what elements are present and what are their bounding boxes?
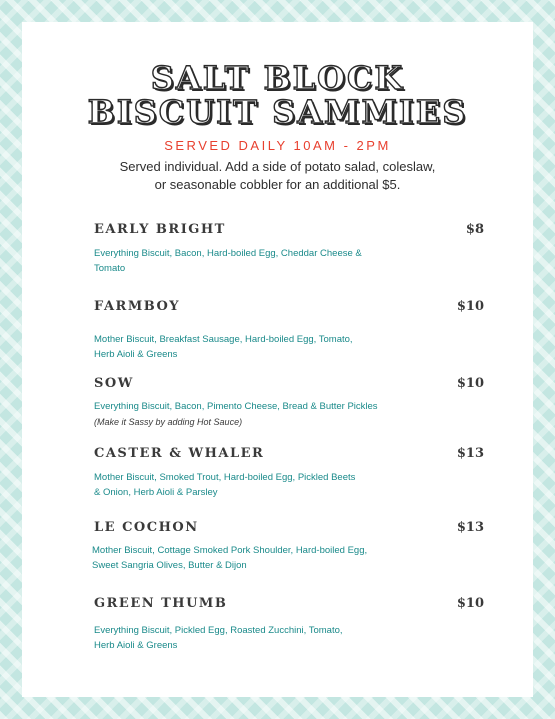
item-description-line-2: Tomato	[94, 263, 126, 274]
intro-line-2: or seasonable cobbler for an additional $5.	[154, 177, 401, 192]
item-price: $10	[456, 376, 484, 391]
item-description-line-1: Everything Biscuit, Bacon, Hard-boiled Egg, Cheddar Cheese &	[94, 248, 362, 259]
served-hours: SERVED DAILY 10AM - 2PM	[164, 138, 391, 153]
item-description	[94, 246, 394, 276]
menu-card	[22, 22, 533, 697]
intro-line-1: Served individual. Add a side of potato salad, coleslaw,	[119, 159, 436, 174]
item-name: FARMBOY	[94, 299, 181, 314]
item-note: (Make it Sassy by adding Hot Sauce)	[94, 417, 243, 427]
item-price: $10	[456, 299, 484, 314]
item-name: LE COCHON	[94, 520, 199, 535]
item-price: $10	[456, 596, 484, 611]
item-price: $13	[456, 520, 484, 535]
item-description	[92, 543, 392, 573]
item-description	[94, 470, 394, 500]
item-name: GREEN THUMB	[94, 596, 228, 611]
item-price: $13	[456, 446, 484, 461]
item-description-line-2: Sweet Sangria Olives, Butter & Dijon	[92, 560, 247, 571]
item-description-line-1: Mother Biscuit, Cottage Smoked Pork Shoulder, Hard-boiled Egg,	[92, 545, 368, 556]
intro-text	[22, 158, 533, 194]
item-description	[94, 332, 394, 362]
menu-title-line-2: BISCUIT SAMMIES	[87, 93, 468, 131]
item-description-line-2: & Onion, Herb Aioli & Parsley	[94, 487, 218, 498]
item-description-line-2: Herb Aioli & Greens	[94, 640, 178, 651]
item-description-line-2: Herb Aioli & Greens	[94, 349, 178, 360]
item-name: EARLY BRIGHT	[94, 222, 226, 237]
menu-title-line-1: SALT BLOCK	[150, 59, 405, 97]
item-description-line-1: Mother Biscuit, Breakfast Sausage, Hard-boiled Egg, Tomato,	[94, 334, 353, 345]
item-description: Everything Biscuit, Bacon, Pimento Cheese, Bread & Butter Pickles	[94, 401, 378, 412]
item-price: $8	[465, 222, 484, 237]
item-description-line-1: Everything Biscuit, Pickled Egg, Roasted Zucchini, Tomato,	[94, 625, 343, 636]
item-description-line-1: Mother Biscuit, Smoked Trout, Hard-boiled Egg, Pickled Beets	[94, 472, 356, 483]
item-name: CASTER & WHALER	[94, 446, 265, 461]
item-description	[94, 623, 394, 653]
item-name: SOW	[94, 376, 134, 391]
